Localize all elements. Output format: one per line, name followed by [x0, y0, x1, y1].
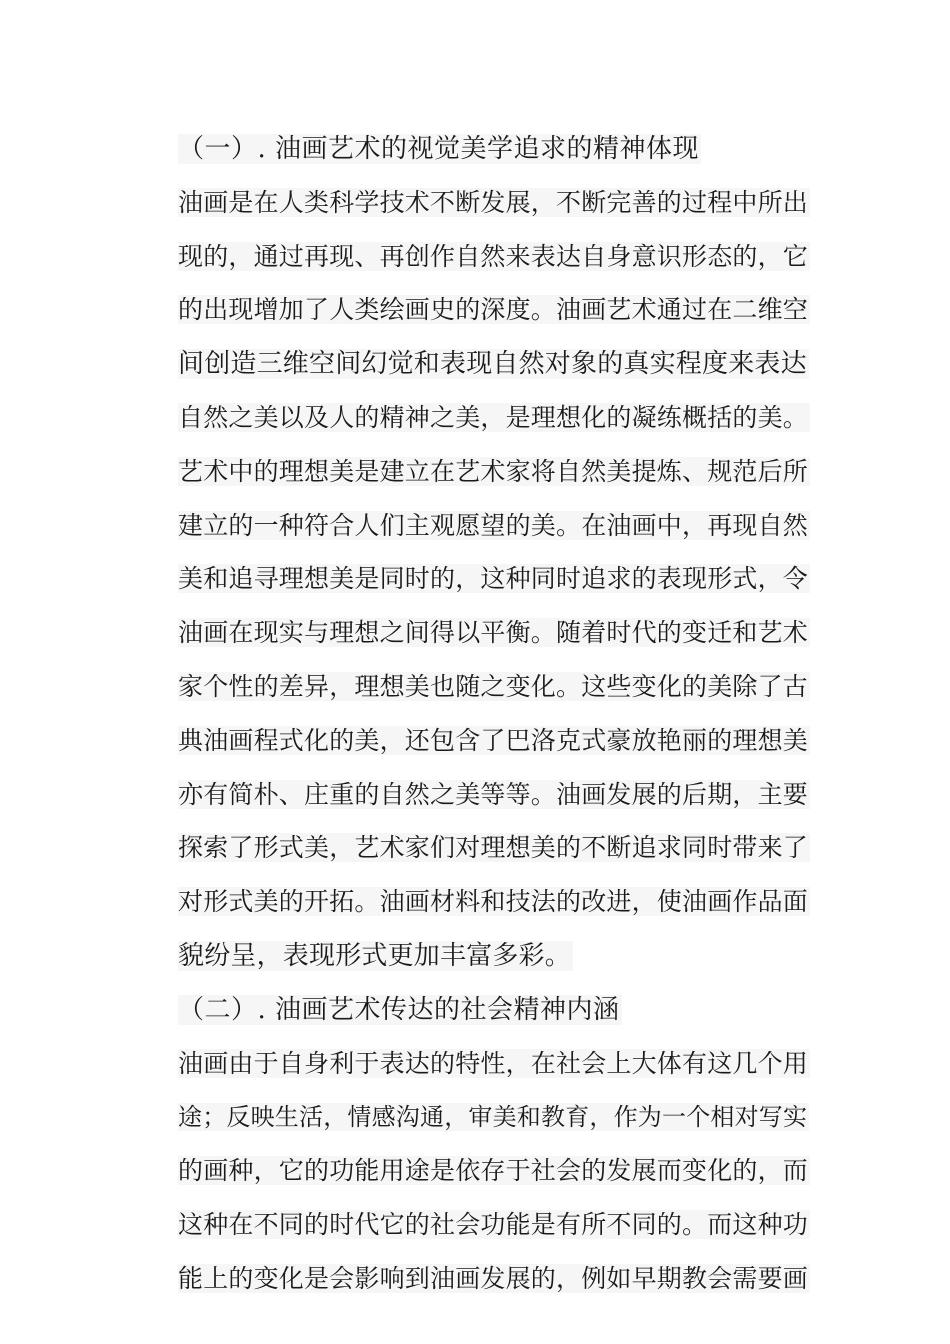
paragraph-line: [178, 1043, 818, 1097]
paragraph-line: [178, 343, 818, 397]
line-text: 现的，通过再现、再创作自然来表达自身意识形态的，它: [178, 241, 809, 271]
paragraph-line: [178, 397, 818, 451]
line-text: 探索了形式美，艺术家们对理想美的不断追求同时带来了: [178, 833, 809, 863]
paragraph-line: [178, 666, 818, 720]
paragraph-line: [178, 289, 818, 343]
line-text: 亦有简朴、庄重的自然之美等等。油画发展的后期，主要: [178, 779, 809, 809]
section-heading-1: [178, 128, 818, 182]
paragraph-line: [178, 558, 818, 612]
line-text: 途；反映生活，情感沟通，审美和教育，作为一个相对写实: [178, 1103, 808, 1132]
paragraph-line: [178, 451, 818, 505]
line-text: 间创造三维空间幻觉和表现自然对象的真实程度来表达: [178, 349, 807, 380]
line-text: 这种在不同的时代它的社会功能是有所不同的。而这种功: [178, 1209, 809, 1239]
paragraph-line: [178, 182, 818, 236]
paragraph-line: [178, 612, 818, 666]
line-text: （一）. 油画艺术的视觉美学追求的精神体现: [178, 134, 700, 164]
line-text: 家个性的差异，理想美也随之变化。这些变化的美除了古: [178, 671, 809, 701]
line-text: 貌纷呈，表现形式更加丰富多彩。: [178, 940, 572, 971]
line-text: 自然之美以及人的精神之美，是理想化的凝练概括的美。: [178, 402, 809, 432]
paragraph-line: [178, 827, 818, 881]
line-text: 艺术中的理想美是建立在艺术家将自然美提炼、规范后所: [178, 456, 809, 486]
line-text: 建立的一种符合人们主观愿望的美。在油画中，再现自然: [178, 510, 809, 540]
line-text: 对形式美的开拓。油画材料和技法的改进，使油画作品面: [178, 887, 809, 917]
paragraph-line: [178, 236, 818, 290]
section-heading-2: [178, 989, 818, 1043]
line-text: 的出现增加了人类绘画史的深度。油画艺术通过在二维空: [178, 295, 809, 325]
document-body: [178, 128, 818, 1312]
paragraph-line: [178, 774, 818, 828]
line-text: 美和追寻理想美是同时的，这种同时追求的表现形式，令: [178, 564, 809, 594]
line-text: 典油画程式化的美，还包含了巴洛克式豪放艳丽的理想美: [178, 725, 809, 755]
line-text: 能上的变化是会影响到油画发展的，例如早期教会需要画: [178, 1263, 809, 1293]
line-text: 油画是在人类科学技术不断发展，不断完善的过程中所出: [178, 187, 809, 217]
line-text: 油画在现实与理想之间得以平衡。随着时代的变迁和艺术: [178, 618, 809, 648]
paragraph-line: [178, 505, 818, 559]
paragraph-line: [178, 1204, 818, 1258]
paragraph-line: [178, 1150, 818, 1204]
paragraph-line: [178, 720, 818, 774]
paragraph-line: [178, 1258, 818, 1312]
line-text: 油画由于自身利于表达的特性，在社会上大体有这几个用: [178, 1048, 809, 1078]
paragraph-line: [178, 1096, 818, 1150]
paragraph-line: [178, 881, 818, 935]
paragraph-line: [178, 935, 818, 989]
line-text: 的画种，它的功能用途是依存于社会的发展而变化的，而: [178, 1156, 809, 1186]
line-text: （二）. 油画艺术传达的社会精神内涵: [178, 994, 620, 1025]
